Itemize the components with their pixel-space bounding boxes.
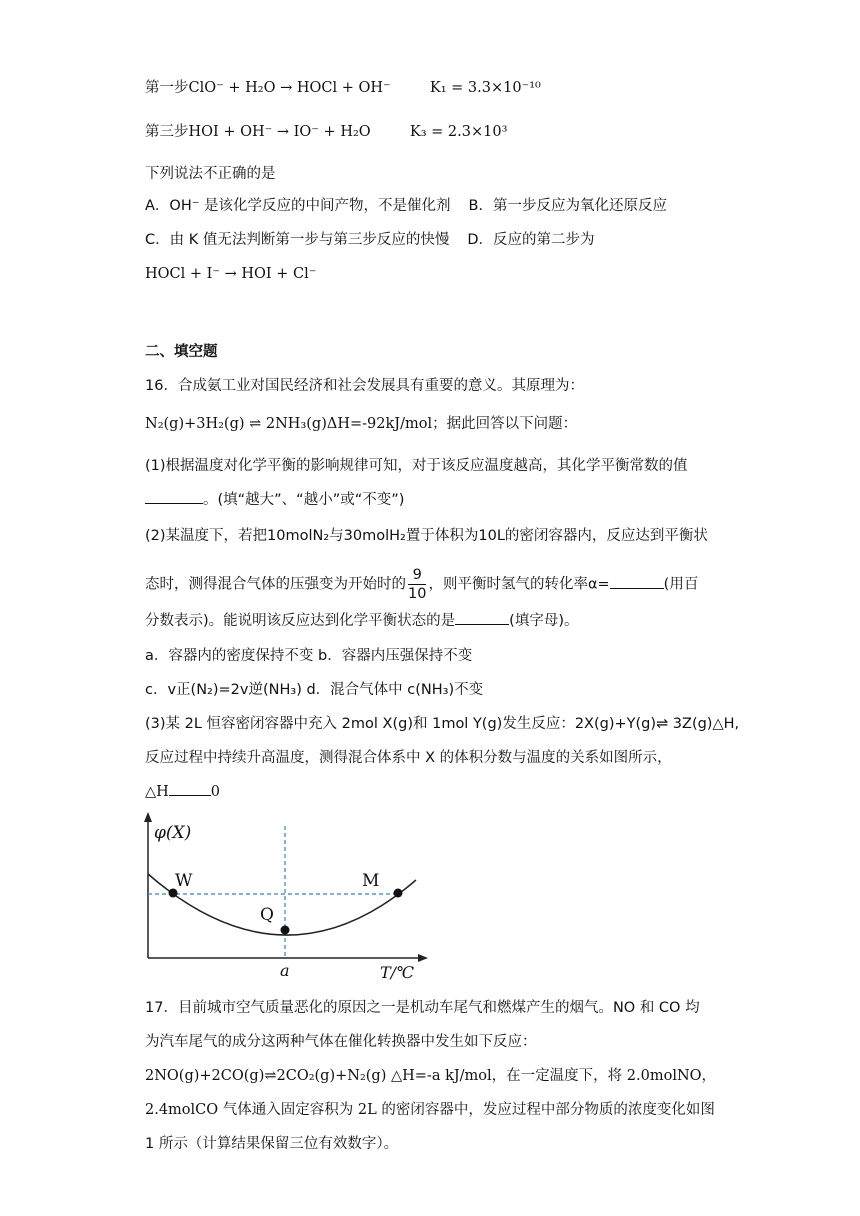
step1-k: K₁ = 3.3×10⁻¹⁰ (429, 80, 541, 96)
point-q-label: Q (260, 905, 274, 925)
step3-k: K₃ = 2.3×10³ (409, 124, 508, 140)
q16-intro: 16．合成氨工业对国民经济和社会发展具有重要的意义。其原理为： (145, 378, 584, 394)
step1-line (145, 77, 541, 99)
option-a: A．OH⁻ 是该化学反应的中间产物，不是催化剂 (145, 198, 451, 214)
q16-part1-line1: (1)根据温度对化学平衡的影响规律可知，对于该反应温度越高，其化学平衡常数的值 (145, 458, 688, 474)
q16-part2-text-c: (用百 (663, 576, 699, 593)
q16-part2-line1: (2)某温度下，若把10molN₂与30molH₂置于体积为10L的密闭容器内，反应达到平衡状 (145, 528, 708, 544)
point-w-label: W (175, 871, 193, 891)
step1-equation: ClO⁻ + H₂O → HOCl + OH⁻ (188, 80, 391, 96)
point-q-dot (281, 926, 290, 935)
step1-label: 第一步 (145, 80, 189, 96)
q16-part2-text-e: (填字母)。 (509, 613, 579, 629)
q17-line3: 2NO(g)+2CO(g)⇌2CO₂(g)+N₂(g) △H=-a kJ/mol，在一定温度下，将 2.0molNO， (145, 1068, 717, 1084)
q17-line5: 1 所示（计算结果保留三位有效数字）。 (145, 1136, 399, 1152)
answer-blank-3[interactable] (455, 610, 509, 625)
option-c: C．由 K 值无法判断第一步与第三步反应的快慢 (145, 232, 450, 248)
q16-part1-hint: 。(填“越大”、“越小”或“不变”) (203, 492, 405, 508)
q17-line1: 17．目前城市空气质量恶化的原因之一是机动车尾气和燃煤产生的烟气。NO 和 CO 均 (145, 1000, 700, 1016)
q16-part3-line3 (145, 781, 220, 803)
step3-line (145, 121, 507, 143)
option-b: B．第一步反应为氧化还原反应 (468, 198, 667, 214)
q17-line2: 为汽车尾气的成分这两种气体在催化转换器中发生如下反应： (145, 1034, 537, 1050)
step3-equation: HOI + OH⁻ → IO⁻ + H₂O (188, 124, 371, 140)
option-d-equation: HOCl + I⁻ → HOI + Cl⁻ (145, 266, 317, 282)
answer-blank-1[interactable] (145, 489, 203, 504)
fraction-numerator: 9 (408, 566, 426, 585)
q16-choices-cd: c．v正(N₂)=2v逆(NH₃) d．混合气体中 c(NH₃)不变 (145, 682, 484, 698)
q16-part3-line2: 反应过程中持续升高温度，测得混合体系中 X 的体积分数与温度的关系如图所示， (145, 750, 672, 766)
q16-part2-text-a: 态时，测得混合气体的压强变为开始时的 (145, 576, 406, 593)
q16-equation: N₂(g)+3H₂(g) ⇌ 2NH₃(g)ΔH=-92kJ/mol；据此回答以下问题： (145, 416, 578, 432)
point-m-label: M (362, 871, 380, 891)
q16-part2-line2 (145, 566, 698, 603)
q16-part2-text-d: 分数表示)。能说明该反应达到化学平衡状态的是 (145, 613, 456, 629)
options-ab (145, 195, 667, 217)
x-axis-label: T/℃ (380, 963, 414, 980)
x-mark-a: a (280, 961, 290, 980)
q17-line4: 2.4molCO 气体通入固定容积为 2L 的密闭容器中，发应过程中部分物质的浓度变化如图 (145, 1102, 715, 1118)
point-m-dot (394, 889, 403, 898)
q16-part3-line1: (3)某 2L 恒容密闭容器中充入 2mol X(g)和 1mol Y(g)发生反应：2X(g)+Y(g)⇌ 3Z(g)△H, (145, 716, 740, 732)
y-axis-arrow (144, 812, 152, 822)
question-stem: 下列说法不正确的是 (145, 166, 276, 182)
step3-label: 第三步 (145, 124, 189, 140)
q16-part1-line2 (145, 489, 404, 511)
delta-h-compare: 0 (210, 784, 221, 800)
q16-part2-text-b: ，则平衡时氢气的转化率α= (428, 576, 610, 593)
options-cd (145, 229, 595, 251)
q16-choices-ab: a．容器内的密度保持不变 b．容器内压强保持不变 (145, 648, 473, 664)
answer-blank-4[interactable] (169, 781, 211, 796)
fraction-nine-tenths (408, 566, 426, 603)
x-axis-arrow (418, 954, 428, 962)
y-axis-label: φ(X) (154, 823, 192, 843)
fraction-denominator: 10 (408, 586, 427, 602)
phi-x-vs-temperature-graph (140, 808, 440, 980)
q16-part2-line3 (145, 610, 578, 632)
delta-h-label: △H (145, 784, 169, 800)
section-title: 二、填空题 (145, 344, 218, 360)
option-d: D．反应的第二步为 (467, 232, 595, 248)
answer-blank-2[interactable] (610, 574, 664, 589)
